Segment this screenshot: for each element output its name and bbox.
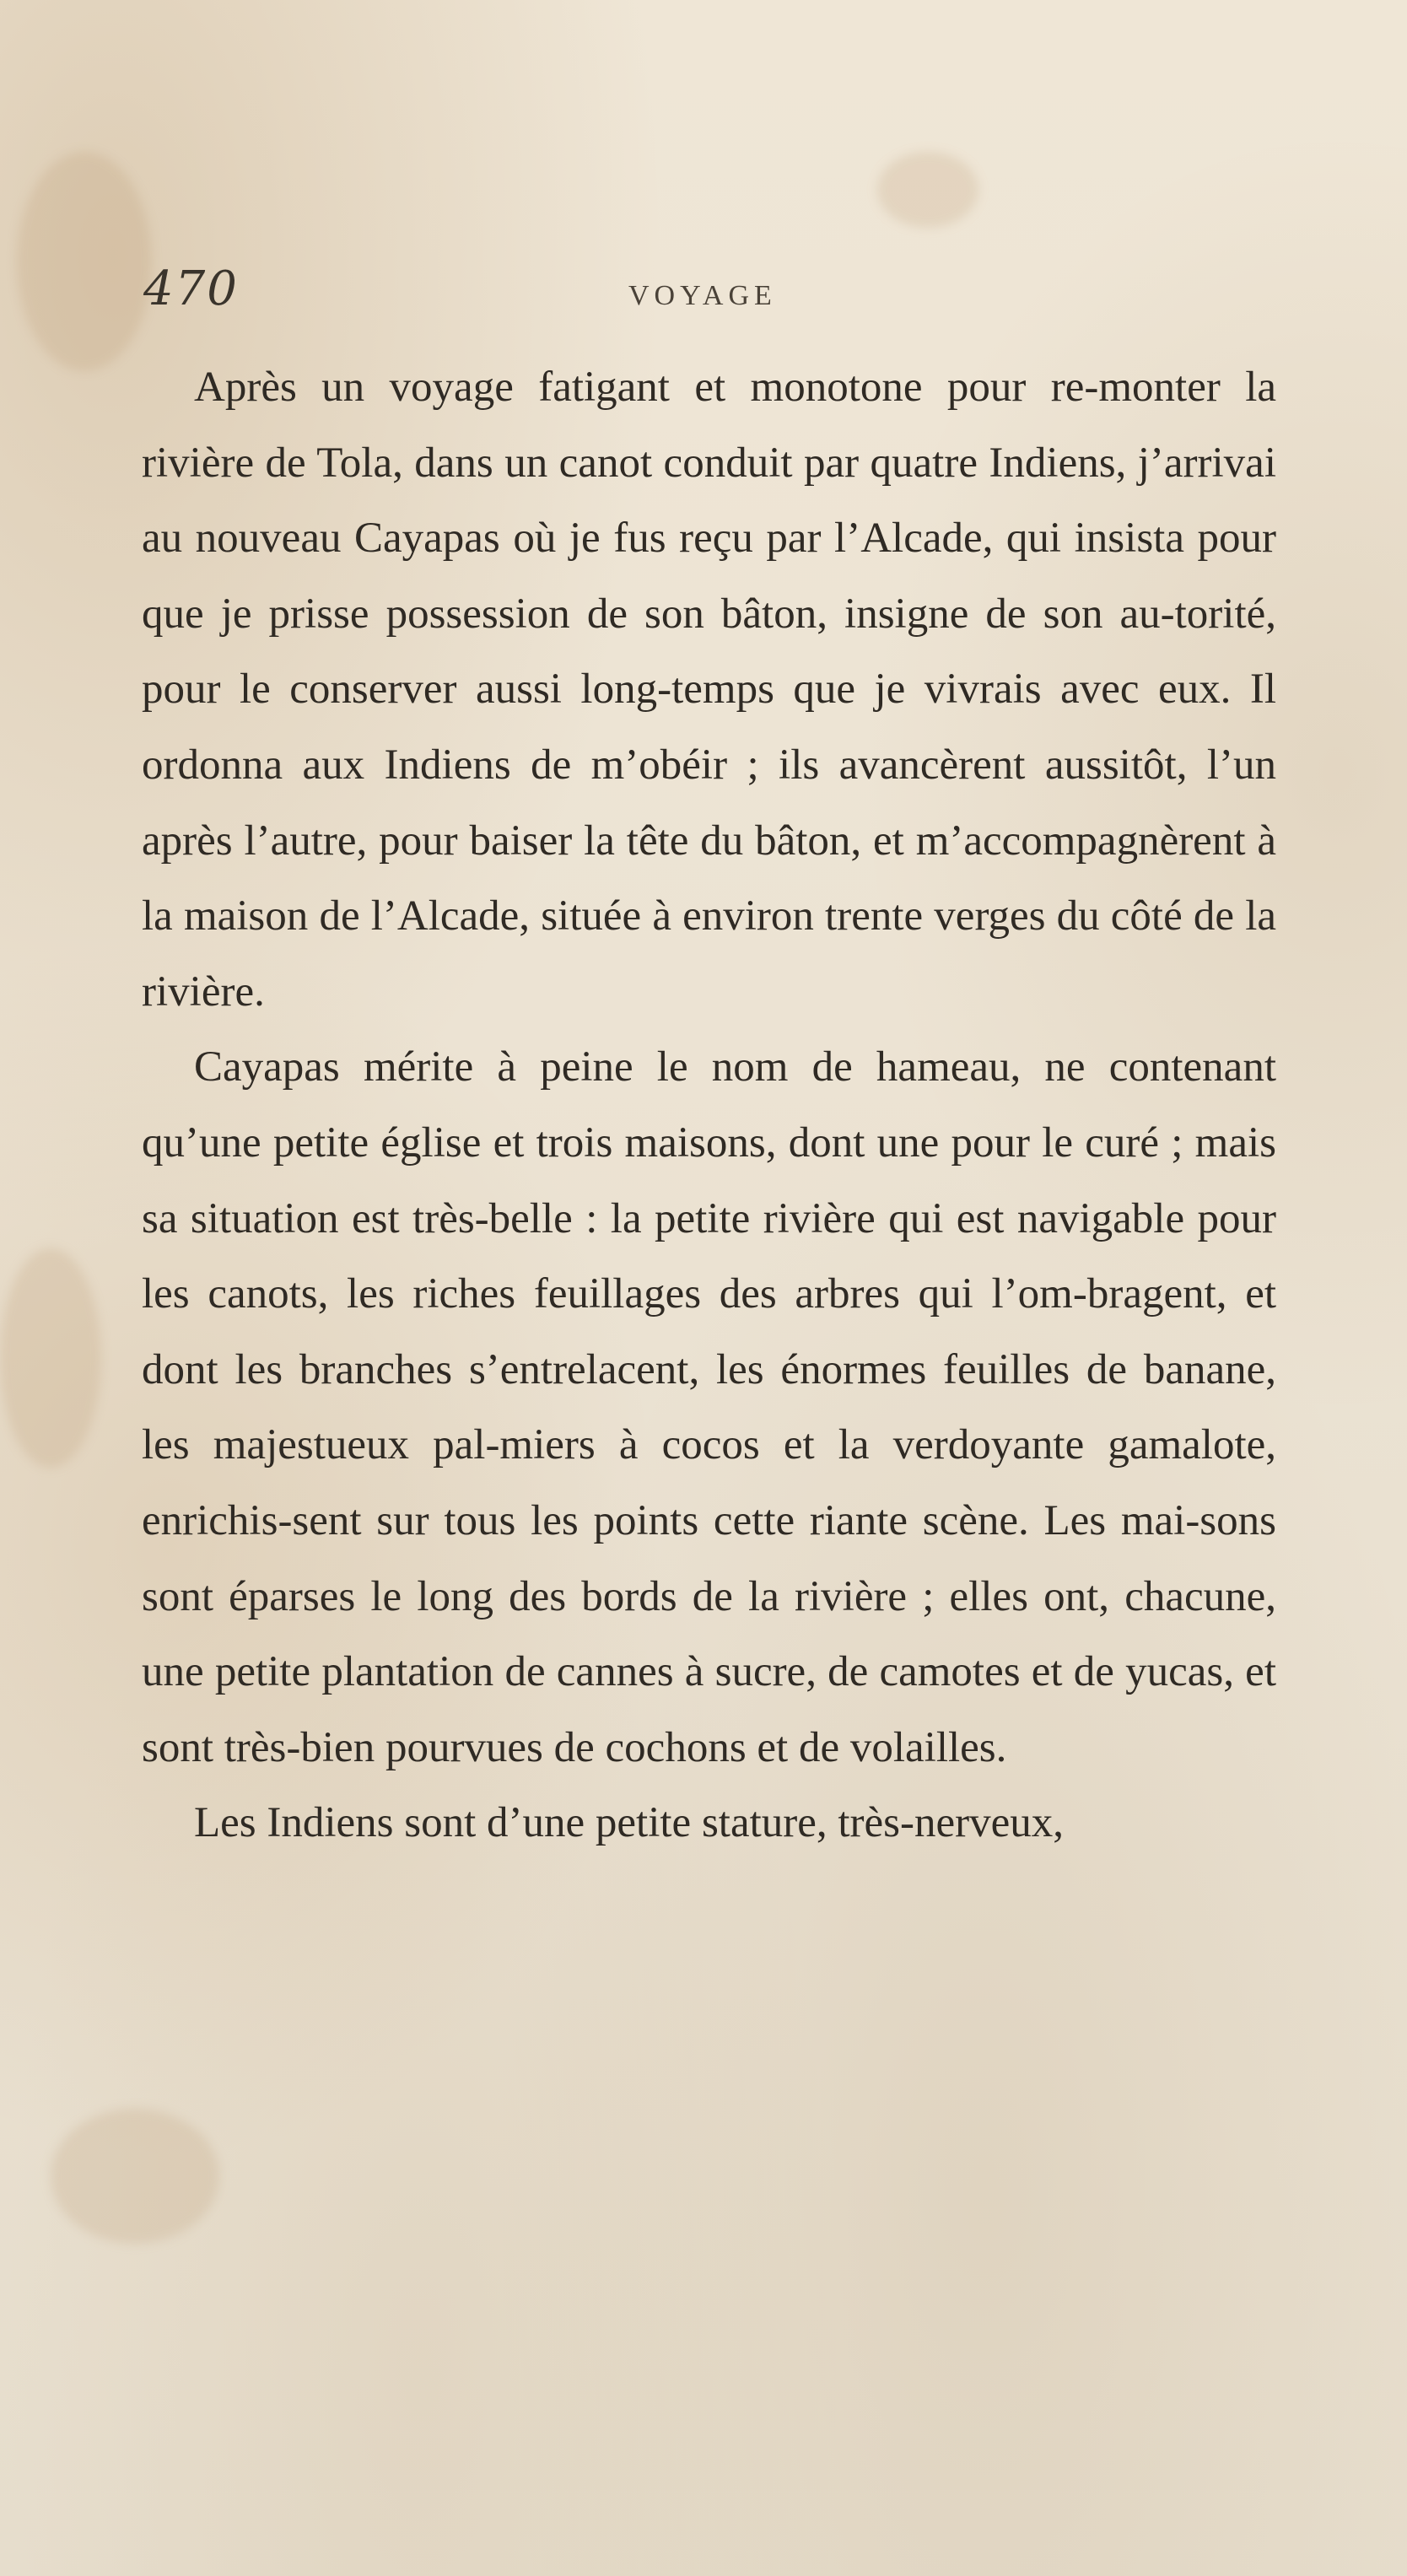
paper-stain: [51, 2109, 219, 2244]
paragraph: Les Indiens sont d’une petite stature, très-nerveux,: [194, 1799, 1065, 1847]
running-head: VOYAGE: [628, 280, 777, 311]
body-text: [142, 350, 1276, 1862]
paper-stain: [877, 152, 978, 228]
paper-stain: [17, 152, 152, 371]
paper-stain: [0, 1248, 101, 1468]
paragraph: Après un voyage fatigant et monotone pour re-monter la rivière de Tola, dans un canot conduit par quatre Indiens, j’arrivai au nouveau Cayapas où je fus reçu par l’Alcade, qui insista pour que je prisse possession de son bâton, insigne de son au-torité, pour le conserver aussi long-temps que je vivrais avec eux. Il ordonna aux Indiens de m’obéir ; ils avancèrent aussitôt, l’un après l’autre, pour baiser la tête du bâton, et m’accompagnèrent à la maison de l’Alcade, située à environ trente verges du côté de la rivière.: [142, 364, 1276, 1016]
page-header: [143, 261, 1274, 329]
page-number: 470: [143, 261, 239, 316]
paragraph: Cayapas mérite à peine le nom de hameau, ne contenant qu’une petite église et trois maisons, dont une pour le curé ; mais sa situation est très-belle : la petite rivière qui est navigable pour les canots, les riches feuillages des arbres qui l’om-bragent, et dont les branches s’entrelacent, les énormes feuilles de banane, les majestueux pal-miers à cocos et la verdoyante gamalote, enrichis-sent sur tous les points cette riante scène. Les mai-sons sont éparses le long des bords de la rivière ; elles ont, chacune, une petite plantation de cannes à sucre, de camotes et de yucas, et sont très-bien pourvues de cochons et de volailles.: [142, 1043, 1276, 1771]
